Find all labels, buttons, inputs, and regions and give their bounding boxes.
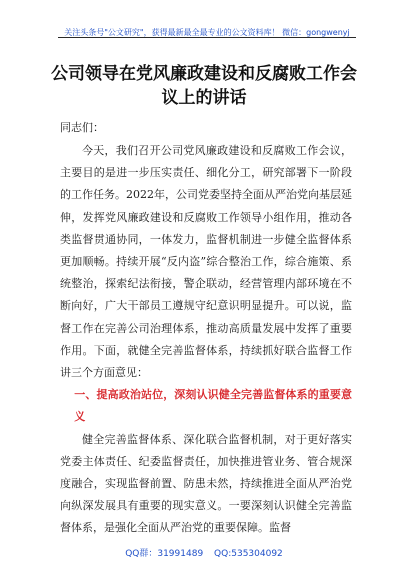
title-line-2: 议上的讲话 (161, 88, 247, 108)
section-heading-1: 一、提高政治站位，深刻认识健全完善监督体系的重要意义 (74, 388, 352, 424)
title-line-1: 公司领导在党风廉政建设和反腐败工作会 (51, 64, 357, 84)
footer (0, 546, 408, 559)
header-notice: 关注头条号"公文研究"，获得最新最全最专业的公文资料库！ 微信：gongwenyj (64, 28, 350, 37)
greeting: 同志们： (60, 121, 104, 134)
footer-qq: QQ:535304092 (214, 549, 283, 559)
document-body (60, 140, 352, 540)
page-title (40, 62, 368, 110)
header-bar (58, 20, 356, 38)
footer-qq-group: QQ群：31991489 (125, 549, 204, 559)
paragraph-intro: 今天，我们召开公司党风廉政建设和反腐败工作会议，主要目的是进一步压实责任、细化分工，研究部署下一阶段的工作任务。2022年，公司党委坚持全面从严治党向基层延伸，发挥党风廉政建设和反腐败工作领导小组作用，推动各类监督贯通协同，一体发力，监督机制进一步健全监督体系更加顺畅。持续开展“反内盗”综合整治工作，综合施策、系统整治，探索纪法衔接，警企联动，经营管理内部环境在不断向好，广大干部员工遵规守纪意识明显提升。可以说，监督工作在完善公司治理体系，推动高质量发展中发挥了重要作用。下面，就健全完善监督体系，持续抓好联合监督工作讲三个方面意见： (60, 144, 352, 380)
paragraph-section-1: 健全完善监督体系、深化联合监督机制，对于更好落实党委主体责任、纪委监督责任，加快推进管业务、管合规深度融合，实现监督前置、防患未然，持续推进全面从严治党向纵深发展具有重要的现实意义。一要深刻认识健全完善监督体系，是强化全面从严治党的重要保障。监督 (60, 432, 352, 535)
